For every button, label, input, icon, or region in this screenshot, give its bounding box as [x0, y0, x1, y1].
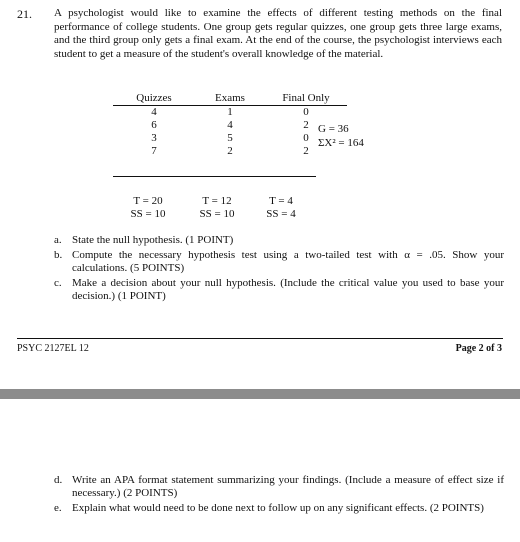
course-code: PSYC 2127EL 12: [17, 343, 89, 354]
subquestion-text: Compute the necessary hypothesis test using a two-tailed test with α = .05. Show your calculations. (5 POINTS): [72, 249, 504, 274]
column-header-quizzes: Quizzes: [113, 92, 195, 106]
table-cell: 2: [303, 119, 309, 131]
page-break: [0, 389, 520, 399]
question-number: 21.: [17, 7, 32, 21]
table-cell: 0: [303, 132, 309, 144]
subquestion-label: e.: [54, 502, 62, 514]
group-total-exams: [182, 195, 252, 221]
group-total-final-only: [246, 195, 316, 221]
subquestion-d: [54, 474, 504, 500]
table-row: [113, 145, 347, 158]
table-row: [113, 132, 347, 145]
table-cell: 3: [151, 132, 157, 144]
table-cell: 1: [227, 106, 233, 118]
subquestion-e: [54, 502, 504, 515]
question-text: A psychologist would like to examine the effects of different testing methods on the final performance of college students. One group gets regular quizzes, one group gets three large exams, and the third group only gets a final exam. At the end of the course, the psychologist interviews each student to get a measure of the student's overall knowledge of the material.: [54, 7, 502, 60]
subquestion-text: Explain what would need to be done next to follow up on any significant effects. (2 POINTS): [72, 502, 484, 514]
subquestion-label: d.: [54, 474, 63, 486]
t-value: T = 12: [202, 195, 232, 207]
subquestion-text: Write an APA format statement summarizing your findings. (Include a measure of effect size if necessary.) (2 POINTS): [72, 474, 504, 499]
table-cell: 4: [151, 106, 157, 118]
subquestion-text: State the null hypothesis. (1 POINT): [72, 234, 234, 246]
table-cell: 2: [227, 145, 233, 157]
table-row: [113, 119, 347, 132]
group-total-quizzes: [113, 195, 183, 221]
totals-divider: [113, 176, 316, 177]
column-header-exams: Exams: [195, 92, 265, 106]
table-cell: 6: [151, 119, 157, 131]
subquestion-b: [54, 249, 504, 275]
table-cell: 2: [303, 145, 309, 157]
grand-totals: [318, 122, 364, 150]
ss-value: SS = 4: [266, 208, 296, 220]
grand-total: G = 36: [318, 123, 349, 135]
page-number: Page 2 of 3: [455, 343, 502, 354]
subquestion-text: Make a decision about your null hypothesis. (Include the critical value you used to base your decision.) (1 POINT): [72, 277, 504, 302]
data-table: [113, 92, 347, 158]
table-cell: 4: [227, 119, 233, 131]
t-value: T = 20: [133, 195, 163, 207]
column-header-final-only: Final Only: [265, 92, 347, 106]
subquestion-label: b.: [54, 249, 63, 261]
footer-divider: [17, 338, 503, 339]
subquestion-label: c.: [54, 277, 62, 289]
table-cell: 0: [303, 106, 309, 118]
subquestion-a: [54, 234, 504, 247]
subquestion-label: a.: [54, 234, 62, 246]
table-cell: 7: [151, 145, 157, 157]
subquestion-c: [54, 277, 504, 303]
sum-x-squared: ΣX² = 164: [318, 137, 364, 149]
t-value: T = 4: [269, 195, 293, 207]
ss-value: SS = 10: [130, 208, 166, 220]
table-row: [113, 106, 347, 120]
ss-value: SS = 10: [199, 208, 235, 220]
table-cell: 5: [227, 132, 233, 144]
